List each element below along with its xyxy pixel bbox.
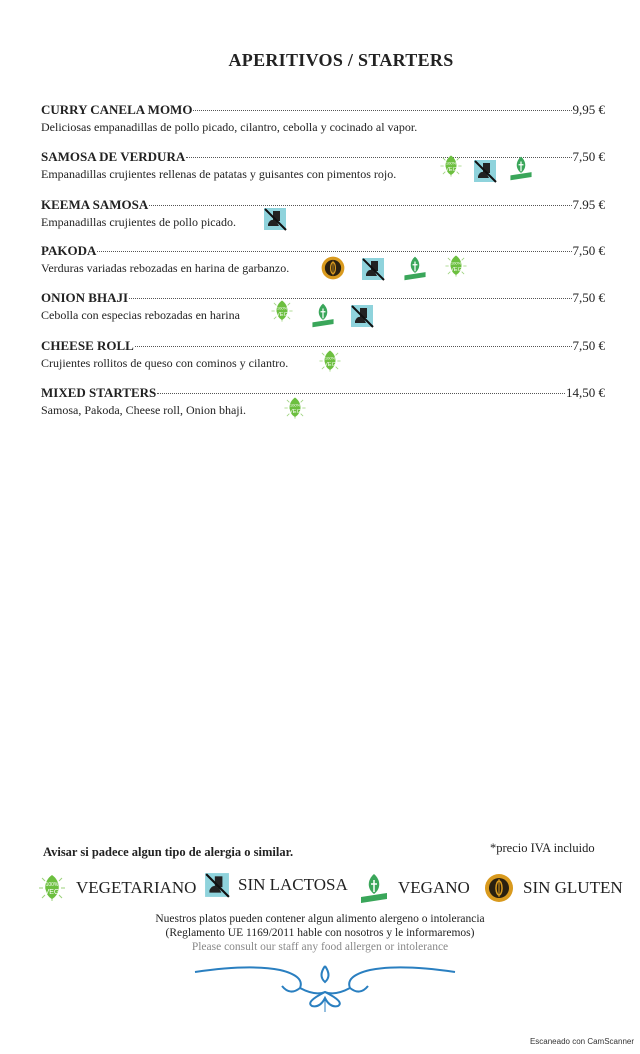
item-price: 7,50 € — [572, 290, 605, 305]
vegetariano-icon — [269, 298, 295, 324]
vegano-icon — [310, 302, 336, 328]
legend-vegetariano — [36, 872, 196, 904]
vegano-icon — [358, 872, 390, 904]
svg-text:100%: 100% — [45, 882, 59, 888]
dot-leader — [97, 251, 571, 252]
menu-item — [41, 102, 605, 135]
menu-item — [41, 338, 605, 371]
legend-label: SIN LACTOSA — [238, 875, 348, 894]
legend-sin-gluten — [483, 872, 623, 904]
allergen-legend — [36, 872, 626, 908]
item-name: CHEESE ROLL — [41, 338, 134, 353]
svg-text:VEG: VEG — [44, 889, 60, 896]
menu-item — [41, 243, 605, 276]
item-description: Deliciosas empanadillas de pollo picado, cilantro, cebolla y cocinado al vapor. — [41, 120, 418, 134]
svg-text:100%: 100% — [289, 402, 301, 408]
item-description: Empanadillas crujientes rellenas de patatas y guisantes con pimentos rojo. — [41, 167, 397, 181]
decorative-ornament — [190, 962, 460, 1012]
sin-lactosa-icon — [204, 872, 230, 898]
svg-text:VEG: VEG — [445, 166, 457, 173]
legend-label: VEGETARIANO — [76, 878, 197, 897]
legend-label: VEGANO — [398, 878, 470, 897]
vegetariano-icon — [282, 395, 308, 421]
item-name: PAKODA — [41, 243, 97, 258]
svg-text:100%: 100% — [324, 355, 336, 361]
menu-item — [41, 197, 605, 230]
allergy-notice: Avisar si padece algun tipo de alergia o similar. — [43, 845, 294, 859]
svg-text:VEG: VEG — [450, 266, 462, 273]
vegetariano-icon — [443, 253, 469, 279]
svg-text:100%: 100% — [445, 160, 457, 166]
legend-sin-lactosa — [204, 872, 348, 898]
menu-item — [41, 385, 605, 418]
page-title: APERITIVOS / STARTERS — [228, 50, 454, 70]
vegetariano-icon — [36, 872, 68, 904]
svg-text:VEG: VEG — [324, 361, 336, 368]
item-name: MIXED STARTERS — [41, 385, 157, 400]
item-description: Crujientes rollitos de queso con cominos y cilantro. — [41, 356, 289, 370]
svg-text:100%: 100% — [276, 305, 288, 311]
item-price: 7,50 € — [572, 338, 605, 353]
item-description: Verduras variadas rebozadas en harina de garbanzo. — [41, 261, 290, 275]
sin-lactosa-icon — [361, 257, 385, 281]
menu-item — [41, 290, 605, 323]
svg-text:VEG: VEG — [289, 408, 301, 415]
item-price: 7,50 € — [572, 243, 605, 258]
legend-label: SIN GLUTEN — [523, 878, 623, 897]
sin-lactosa-icon — [263, 207, 287, 231]
item-price: 9,95 € — [572, 102, 605, 117]
vegano-icon — [402, 255, 428, 281]
vegano-icon — [508, 155, 534, 181]
allergen-note — [0, 912, 640, 954]
item-price: 7.95 € — [572, 197, 605, 212]
item-name: ONION BHAJI — [41, 290, 129, 305]
item-description: Cebolla con especias rebozadas en harina — [41, 308, 240, 322]
item-name: KEEMA SAMOSA — [41, 197, 149, 212]
vegetariano-icon — [317, 348, 343, 374]
sin-lactosa-icon — [473, 159, 497, 183]
scanner-watermark: Escaneado con CamScanner — [529, 1037, 634, 1046]
svg-text:100%: 100% — [450, 260, 462, 266]
vat-note: *precio IVA incluido — [490, 841, 595, 855]
dot-leader — [193, 110, 571, 111]
dot-leader — [135, 346, 572, 347]
item-name: SAMOSA DE VERDURA — [41, 149, 186, 164]
note-line: (Reglamento UE 1169/2011 hable con nosotros y le informaremos) — [165, 927, 475, 939]
sin-lactosa-icon — [350, 304, 374, 328]
dot-leader — [129, 298, 571, 299]
item-price: 7,50 € — [572, 149, 605, 164]
item-name: CURRY CANELA MOMO — [41, 102, 193, 117]
menu-item — [41, 149, 605, 182]
sin-gluten-icon — [483, 872, 515, 904]
legend-vegano — [358, 872, 470, 904]
vegetariano-icon — [438, 153, 464, 179]
note-line-english: Please consult our staff any food allergen or intolerance — [191, 941, 449, 953]
item-price: 14,50 € — [566, 385, 605, 400]
item-description: Samosa, Pakoda, Cheese roll, Onion bhaji. — [41, 403, 246, 417]
sin-gluten-icon — [320, 255, 346, 281]
dot-leader — [149, 205, 571, 206]
note-line: Nuestros platos pueden contener algun alimento alergeno o intolerancia — [155, 913, 485, 925]
dot-leader — [157, 393, 565, 394]
svg-text:VEG: VEG — [276, 311, 288, 318]
item-description: Empanadillas crujientes de pollo picado. — [41, 215, 236, 229]
